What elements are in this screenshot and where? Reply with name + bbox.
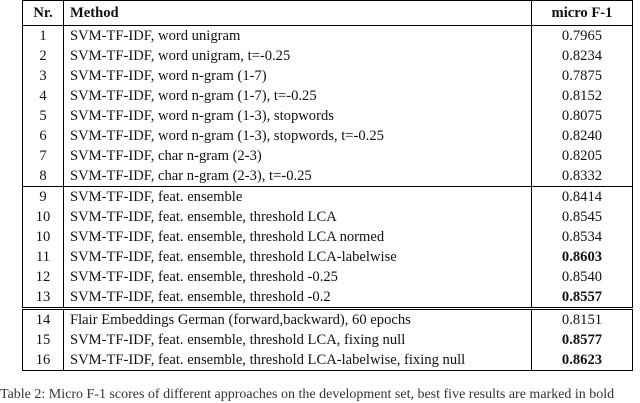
table-row: [23, 350, 633, 371]
row-nr: 15: [23, 330, 64, 350]
row-f1: 0.8240: [532, 126, 633, 146]
row-nr: 16: [23, 350, 64, 371]
row-f1: 0.7875: [532, 66, 633, 86]
col-header-method: Method: [64, 1, 532, 26]
row-method: SVM-TF-IDF, word n-gram (1-3), stopwords, t=-0.25: [70, 127, 384, 144]
row-method: SVM-TF-IDF, word n-gram (1-7), t=-0.25: [70, 87, 317, 104]
table-caption: Table 2: Micro F-1 scores of different approaches on the development set, best five results are marked in bold: [0, 387, 615, 402]
row-method: SVM-TF-IDF, char n-gram (2-3), t=-0.25: [70, 167, 312, 184]
row-nr: 10: [23, 207, 64, 227]
table-row: [23, 86, 633, 106]
row-f1: 0.8540: [532, 267, 633, 287]
table-row: [23, 106, 633, 126]
row-nr: 14: [23, 309, 64, 331]
table-row: [23, 46, 633, 66]
row-f1: 0.8603: [532, 247, 633, 267]
row-nr: 6: [23, 126, 64, 146]
results-table: [22, 0, 633, 371]
row-method: SVM-TF-IDF, feat. ensemble, threshold LCA, fixing null: [70, 331, 406, 348]
row-method: SVM-TF-IDF, feat. ensemble, threshold LCA normed: [70, 228, 385, 245]
row-f1: 0.8075: [532, 106, 633, 126]
row-method: SVM-TF-IDF, feat. ensemble, threshold -0.25: [70, 268, 338, 285]
row-method: SVM-TF-IDF, feat. ensemble, threshold LCA-labelwise: [70, 248, 397, 265]
table-row: [23, 166, 633, 187]
row-nr: 5: [23, 106, 64, 126]
table-row: [23, 267, 633, 287]
row-method: SVM-TF-IDF, word n-gram (1-7): [70, 67, 267, 84]
row-nr: 11: [23, 247, 64, 267]
table-row: [23, 247, 633, 267]
row-f1: 0.8152: [532, 86, 633, 106]
row-nr: 13: [23, 287, 64, 309]
row-method: SVM-TF-IDF, word unigram: [70, 27, 241, 44]
row-f1: 0.7965: [532, 26, 633, 47]
header-row: [23, 1, 633, 26]
row-nr: 12: [23, 267, 64, 287]
row-f1: 0.8205: [532, 146, 633, 166]
row-f1: 0.8545: [532, 207, 633, 227]
row-method: SVM-TF-IDF, word n-gram (1-3), stopwords: [70, 107, 334, 124]
row-f1: 0.8151: [532, 309, 633, 331]
row-f1: 0.8332: [532, 166, 633, 187]
row-method: SVM-TF-IDF, feat. ensemble, threshold LCA: [70, 208, 337, 225]
row-method: SVM-TF-IDF, feat. ensemble, threshold -0.2: [70, 288, 331, 305]
row-f1: 0.8557: [532, 287, 633, 309]
table-row: [23, 287, 633, 309]
col-header-nr: Nr.: [23, 1, 64, 26]
row-nr: 1: [23, 26, 64, 47]
row-f1: 0.8414: [532, 187, 633, 208]
table-row: [23, 330, 633, 350]
table-row: [23, 126, 633, 146]
table-row: [23, 207, 633, 227]
col-header-f1: micro F-1: [532, 1, 633, 26]
table-row: [23, 66, 633, 86]
row-method: Flair Embeddings German (forward,backward), 60 epochs: [64, 309, 532, 331]
row-f1: 0.8534: [532, 227, 633, 247]
row-method: SVM-TF-IDF, char n-gram (2-3): [70, 147, 262, 164]
row-nr: 2: [23, 46, 64, 66]
row-f1: 0.8577: [532, 330, 633, 350]
row-f1: 0.8234: [532, 46, 633, 66]
row-nr: 7: [23, 146, 64, 166]
row-nr: 3: [23, 66, 64, 86]
row-nr: 10: [23, 227, 64, 247]
row-method: SVM-TF-IDF, word unigram, t=-0.25: [70, 47, 291, 64]
results-body: [23, 26, 633, 371]
row-method: SVM-TF-IDF, feat. ensemble, threshold LCA-labelwise, fixing null: [64, 350, 532, 371]
table-row: [23, 146, 633, 166]
row-nr: 8: [23, 166, 64, 187]
table-row: [23, 26, 633, 47]
row-nr: 9: [23, 187, 64, 208]
row-method: SVM-TF-IDF, feat. ensemble: [64, 187, 532, 208]
table-row: [23, 187, 633, 208]
row-f1: 0.8623: [532, 350, 633, 371]
table-row: [23, 227, 633, 247]
row-nr: 4: [23, 86, 64, 106]
table-row: [23, 309, 633, 331]
